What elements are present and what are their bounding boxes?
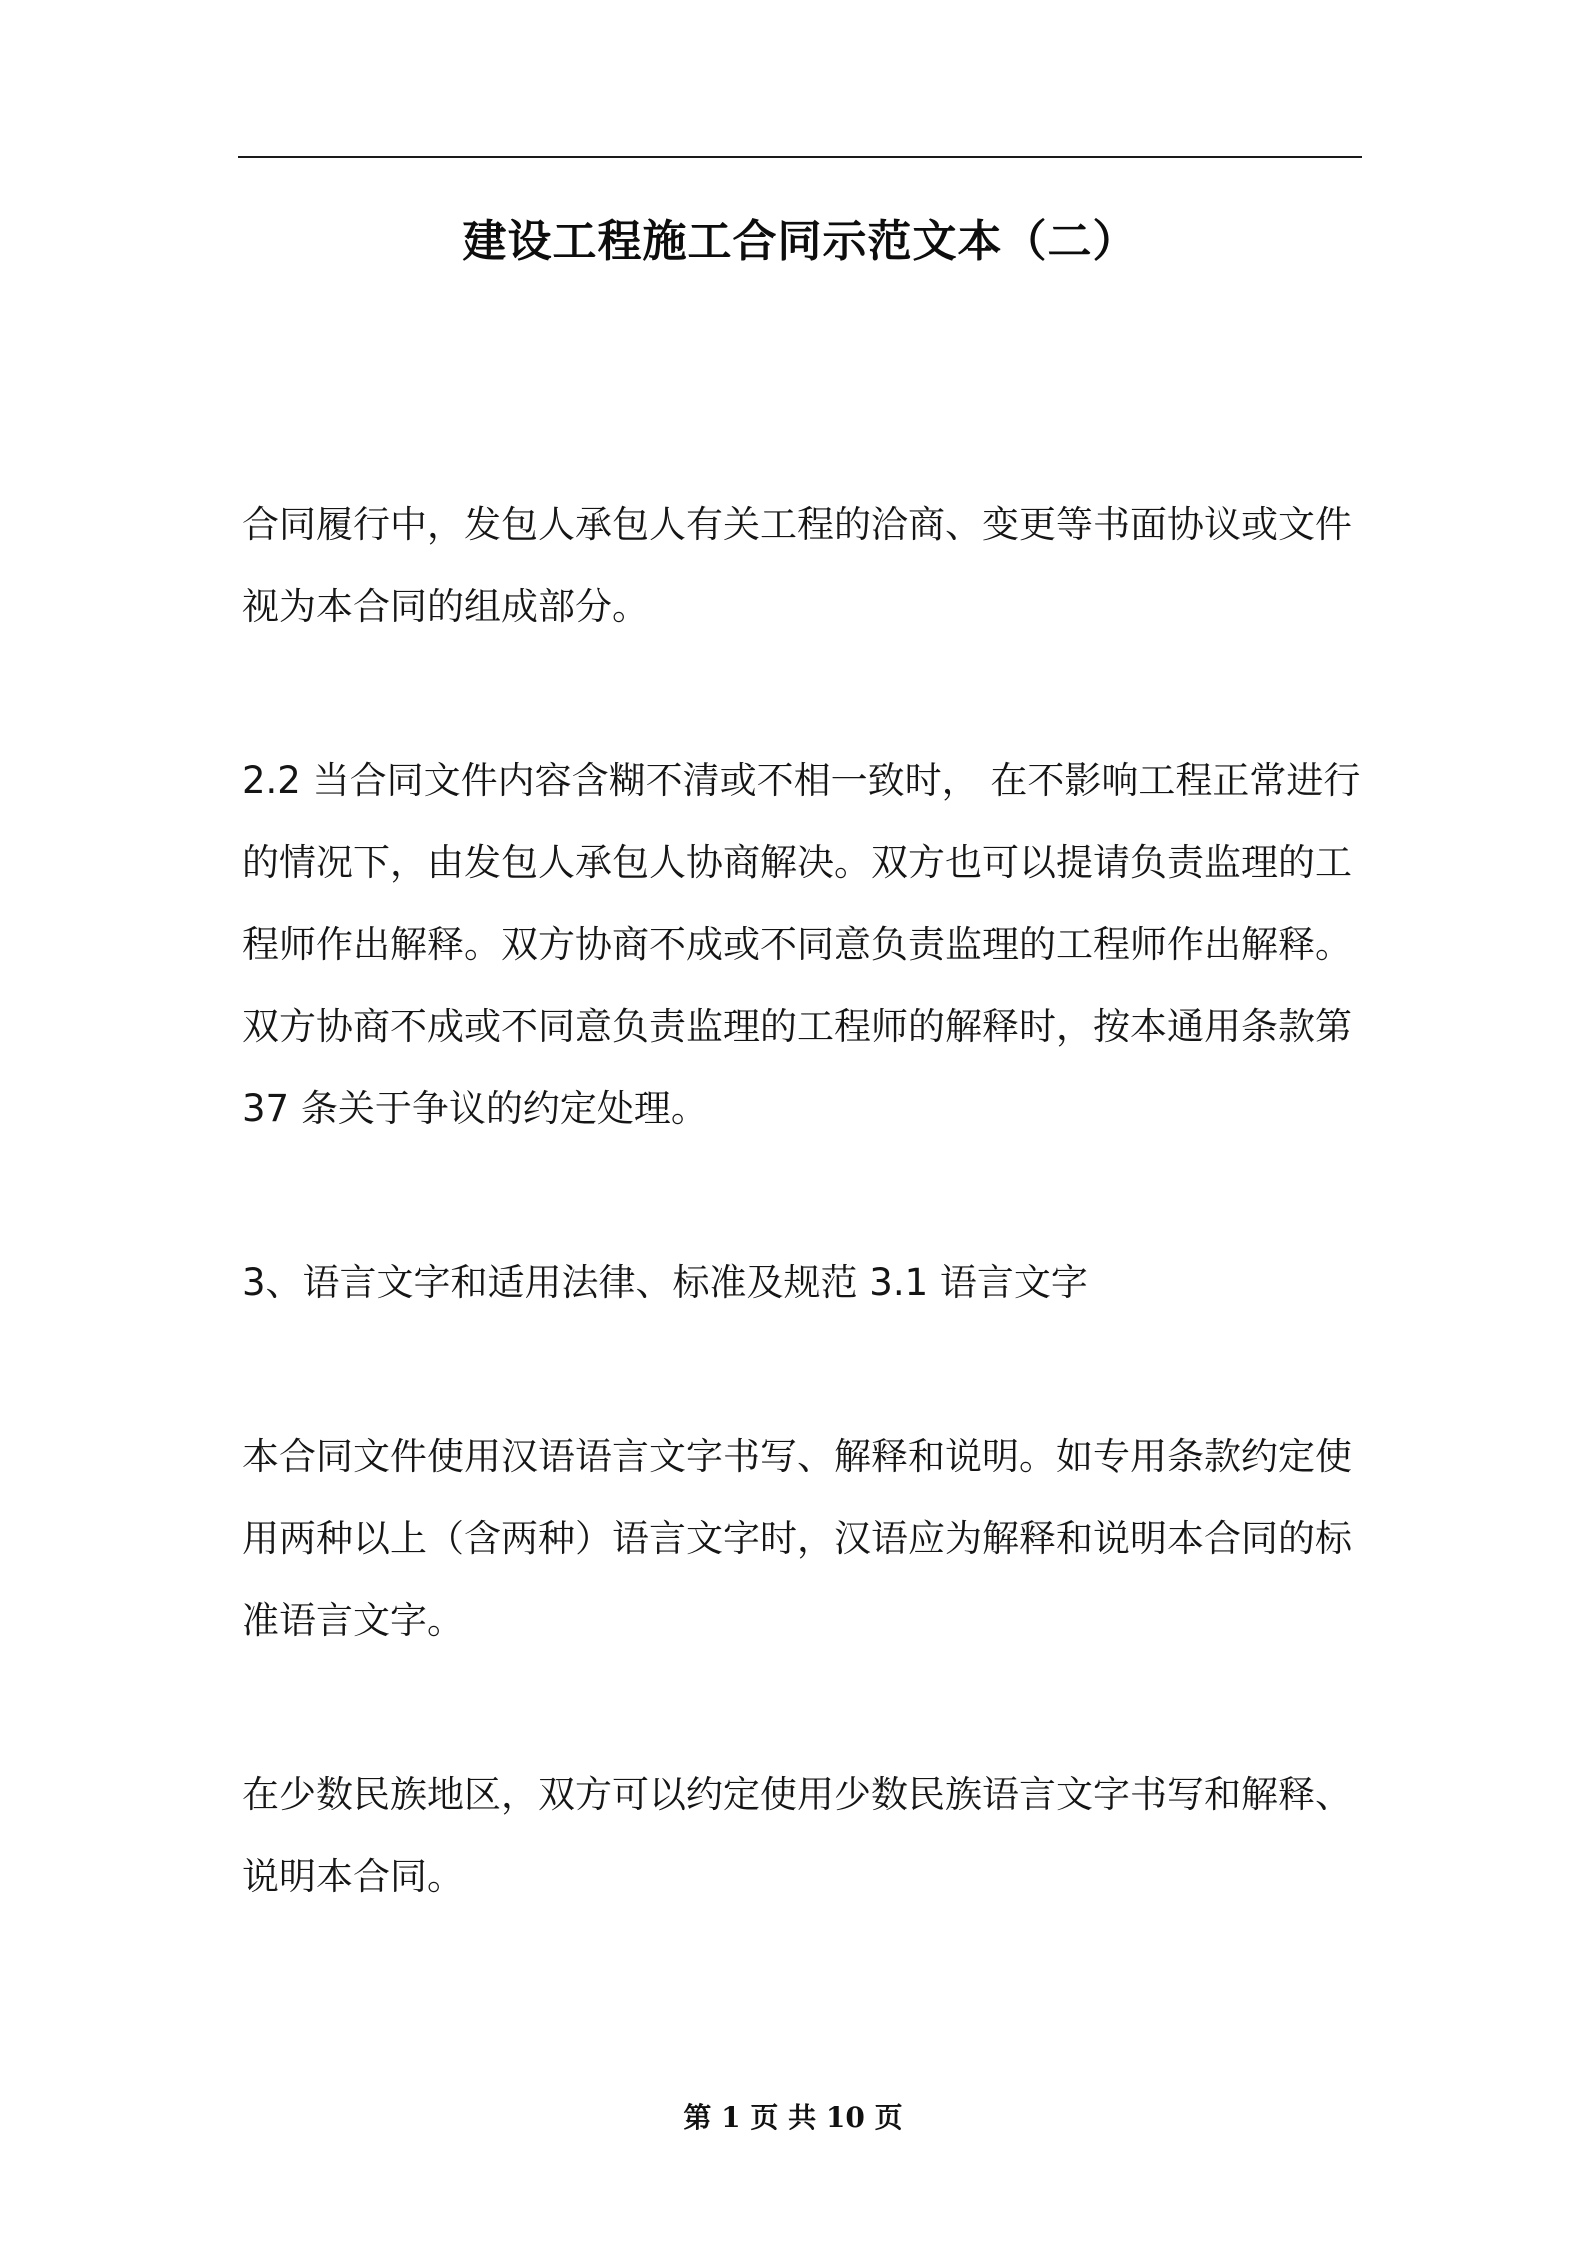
paragraph-contract-components: 合同履行中，发包人承包人有关工程的洽商、变更等书面协议或文件视为本合同的组成部分。 <box>242 503 1352 628</box>
section-heading-language-law: 3、语言文字和适用法律、标准及规范 3.1 语言文字 <box>242 1261 1088 1304</box>
paragraph-minority-language: 在少数民族地区，双方可以约定使用少数民族语言文字书写和解释、说明本合同。 <box>242 1773 1352 1898</box>
page-number: 第 1 页 共 10 页 <box>683 2101 903 2134</box>
document-body <box>242 484 1366 1918</box>
document-title: 建设工程施工合同示范文本（二） <box>462 216 1138 267</box>
paragraph-clause-2-2: 2.2 当合同文件内容含糊不清或不相一致时， 在不影响工程正常进行的情况下，由发包人承包人协商解决。双方也可以提请负责监理的工程师作出解释。双方协商不成或不同意负责监理的工程师作出解释。双方协商不成或不同意负责监理的工程师的解释时，按本通用条款第 37 条关于争议的约定处理。 <box>242 759 1361 1130</box>
paragraph-language-usage: 本合同文件使用汉语语言文字书写、解释和说明。如专用条款约定使用两种以上（含两种）语言文字时，汉语应为解释和说明本合同的标准语言文字。 <box>242 1435 1352 1642</box>
header-rule <box>238 156 1362 158</box>
